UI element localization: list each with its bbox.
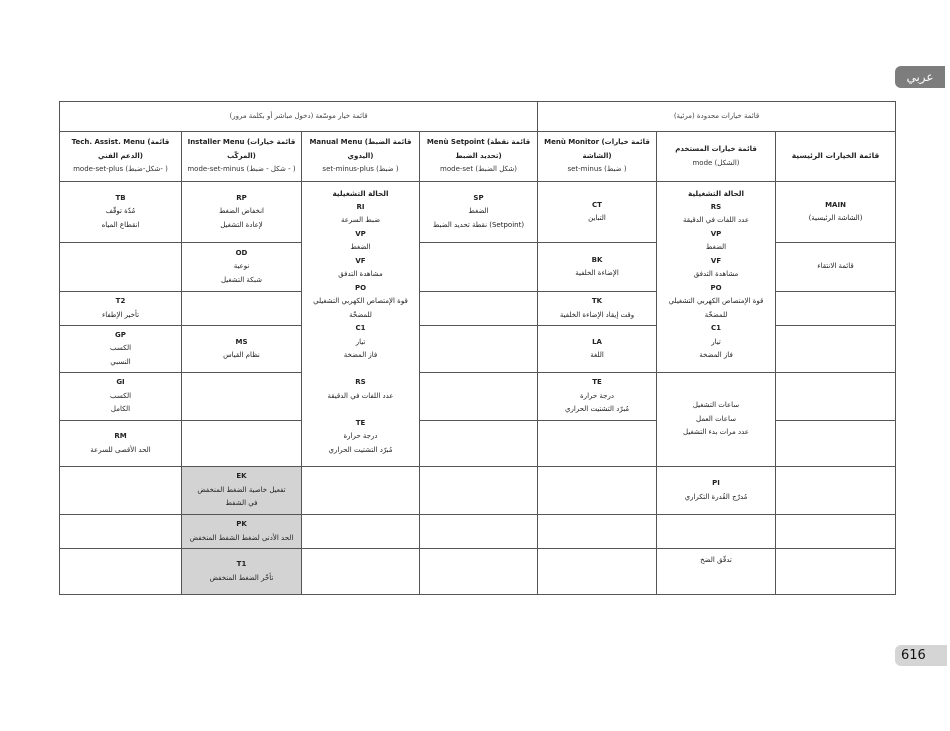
cell-installer-t1: T1 تأخّر الضغط المنخفض [182, 549, 302, 595]
header-setpoint: Menù Setpoint (قائمة نقطة تحديد الضبط) mode-set (شكل الضبط) [420, 132, 538, 182]
cell-setpoint-sp: SP الضغط نقطة تحديد الضبط (Setpoint) [420, 182, 538, 243]
cell-empty [538, 421, 657, 467]
cell-user-hours: ساعات التشغيل ساعات العمل عدد مرات بدء التشغيل [657, 373, 776, 467]
table-row [60, 549, 896, 595]
caption-extended: قائمة خيار موسّعة (دخول مباشر أو بكلمة مرور) [60, 102, 538, 132]
cell-monitor-la: LA اللغة [538, 326, 657, 373]
cell-empty [420, 515, 538, 549]
cell-monitor-te: TE درجة حرارة مُبرّد التشتيت الحراري [538, 373, 657, 421]
cell-installer-rp: RP انخفاض الضغط لإعادة التشغيل [182, 182, 302, 243]
header-tech: Tech. Assist. Menu (قائمة الدعم الفني) mode-set-plus (شكل-ضبط- ) [60, 132, 182, 182]
table-row [60, 515, 896, 549]
header-installer: Installer Menu (قائمة خيارات المركّب) mode-set-minus (شكل - ضبط - ) [182, 132, 302, 182]
cell-empty [538, 515, 657, 549]
language-tab: عربي [895, 66, 945, 88]
cell-empty [420, 373, 538, 421]
table-row [60, 373, 896, 421]
cell-empty [420, 243, 538, 292]
cell-empty [182, 421, 302, 467]
cell-user-flow: تدفّق الضخ [657, 549, 776, 595]
cell-empty [420, 467, 538, 515]
cell-empty [60, 549, 182, 595]
cell-empty [776, 515, 896, 549]
cell-empty [420, 326, 538, 373]
menu-structure-table [59, 101, 896, 595]
cell-user-pi: PI مُدرّج القُدرة التكراري [657, 467, 776, 515]
caption-row [60, 102, 896, 132]
cell-empty [538, 467, 657, 515]
cell-empty [776, 467, 896, 515]
table-row [60, 182, 896, 243]
cell-empty [776, 549, 896, 595]
cell-installer-pk: PK الحد الأدنى لضغط الشفط المنخفض [182, 515, 302, 549]
cell-installer-od: OD نوعية شبكة التشغيل [182, 243, 302, 292]
cell-empty [420, 292, 538, 326]
cell-user-status: الحالة التشغيلية RS عدد اللفات في الدقيقة VP الضغط VF مشاهدة التدفق PO قوة الإمتصاص الكهربي التشغيلي للمضخّة C1 تيار فاز المضخة [657, 182, 776, 373]
cell-empty [60, 515, 182, 549]
header-user: قائمة خيارات المستخدم mode (الشكل) [657, 132, 776, 182]
cell-empty [302, 515, 420, 549]
caption-limited: قائمة خيارات محدودة (مرئية) [538, 102, 896, 132]
cell-empty [60, 243, 182, 292]
cell-tech-t2: T2 تأخير الإطفاء [60, 292, 182, 326]
cell-empty [182, 373, 302, 421]
cell-installer-ms: MS نظام القياس [182, 326, 302, 373]
cell-empty [182, 292, 302, 326]
page-number: 616 [895, 645, 947, 666]
table-row [60, 467, 896, 515]
cell-empty [538, 549, 657, 595]
header-main: قائمة الخيارات الرئيسية [776, 132, 896, 182]
cell-installer-ek: EK تفعيل خاصية الضغط المنخفض في الشفط [182, 467, 302, 515]
cell-empty [60, 467, 182, 515]
cell-manual-status: الحالة التشغيلية RI ضبط السرعة VP الضغط VF مشاهدة التدفق PO قوة الإمتصاص الكهربي التشغيلي للمضخّة C1 تيار فاز المضخة RS عدد اللفات في الدقيقة TE درجة حرارة مُبرّد التشتيت الحراري [302, 182, 420, 467]
cell-tech-gi: GI الكسب الكامل [60, 373, 182, 421]
cell-empty [776, 373, 896, 421]
cell-main-selection: قائمة الانتقاء [776, 243, 896, 292]
cell-empty [302, 549, 420, 595]
cell-tech-rm: RM الحد الأقصى للسرعة [60, 421, 182, 467]
cell-empty [776, 421, 896, 467]
cell-monitor-ct: CT التباين [538, 182, 657, 243]
header-manual: Manual Menu (قائمة الضبط اليدوي) set-minus-plus (ضبط ) [302, 132, 420, 182]
cell-empty [776, 326, 896, 373]
cell-monitor-tk: TK وقت إيقاد الإضاءة الخلفية [538, 292, 657, 326]
cell-empty [420, 549, 538, 595]
cell-tech-gp: GP الكسب النسبي [60, 326, 182, 373]
cell-empty [420, 421, 538, 467]
header-monitor: Menù Monitor (قائمة خيارات الشاشة) set-minus (ضبط ) [538, 132, 657, 182]
cell-empty [776, 292, 896, 326]
header-row [60, 132, 896, 182]
cell-empty [657, 515, 776, 549]
cell-main: MAIN (الشاشة الرئيسية) [776, 182, 896, 243]
cell-monitor-bk: BK الإضاءة الخلفية [538, 243, 657, 292]
cell-tech-tb: TB مُدّة توقّف انقطاع المياه [60, 182, 182, 243]
cell-empty [302, 467, 420, 515]
